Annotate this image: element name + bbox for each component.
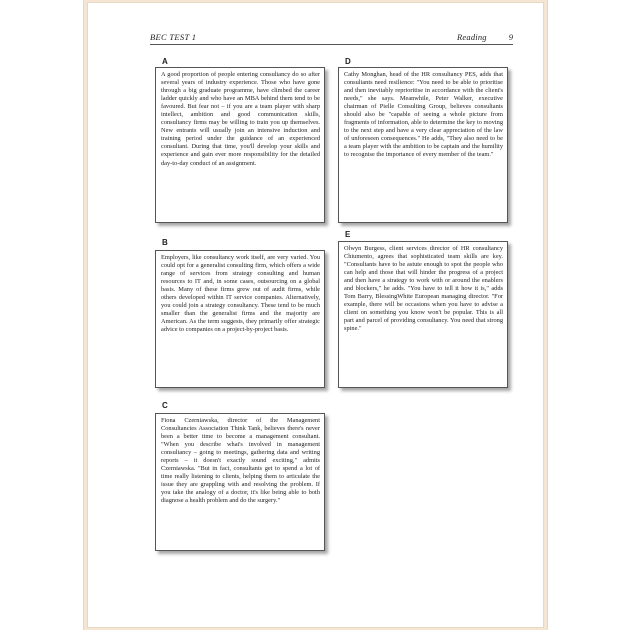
text-box-c: Fiona Czerniawska, director of the Management Consultancies Association Think Tank, believes there's never been a better time to become a management consultant. "When you describe what's involved in management consultancy – going to meetings, gathering data and writing reports – it doesn't exactly sound exciting," admits Czerniawska. "But in fact, consultants get to spend a lot of time really listening to clients, helping them to articulate the issue they are grappling with and resolving the problem. If you take the analogy of a doctor, it's like being able to both diagnose a health problem and do the surgery." xyxy=(155,413,325,551)
text-box-e: Olwyn Burgess, client services director of HR consultancy Chiumento, agrees that sophisticated team skills are key. "Consultants have to be astute enough to spot the people who can help and those that will hinder the progress of a project and then have a strategy to work with or around the enablers and blockers," he adds. "You have to tell it how it is," adds Tom Barry, BlessingWhite European managing director. "For example, there will be occasions when you have to advise a client on something you know won't be popular. This is all part and parcel of providing consultancy. You need that strong spine." xyxy=(338,241,508,388)
section-letter-b: B xyxy=(162,238,168,247)
book-page xyxy=(87,2,544,628)
text-box-b: Employers, like consultancy work itself, are very varied. You could opt for a generalist consulting firm, which offers a wide range of services from strategy consulting and human resources to IT and, in some cases, outsourcing on a global basis. Many of these firms grew out of audit firms, while others developed within IT service companies. Alternatively, you could join a strategy consultancy. These tend to be much smaller than the generalist firms and the majority are American. As the term suggests, they primarily offer strategic advice to companies on a project-by-project basis. xyxy=(155,250,325,388)
page-number: 9 xyxy=(508,32,513,42)
page-header xyxy=(150,32,513,45)
section-letter-d: D xyxy=(345,57,351,66)
section-letter-a: A xyxy=(162,57,168,66)
text-box-d: Cathy Monghan, head of the HR consultancy PES, adds that consultants need resilience: "You need to be able to prioritise and then inevitably reprioritise in accordance with the client's needs," she says. Meanwhile, Peter Walker, executive chairman of Pielle Consulting Group, believes consultants should also be "capable of seeing a whole picture from fragments of information, able to determine the key to moving to the next step and have a very clear appreciation of the law of unforeseen consequences." He adds, "They also need to be a team player with the ambition to be captain and the humility to recognise the importance of every member of the team." xyxy=(338,67,508,223)
test-title: BEC TEST 1 xyxy=(150,32,197,42)
section-letter-e: E xyxy=(345,230,351,239)
section-title: Reading xyxy=(457,32,487,42)
text-box-a: A good proportion of people entering consultancy do so after several years of industry experience. Those who have gone through a big graduate programme, have climbed the career ladder quickly and who have an MBA behind them tend to be favoured. But fear not – if you are a team player with sharp intellect, ambition and good communication skills, consultancy firms may be willing to train you up themselves. New entrants will usually join an intensive induction and training period under the guidance of an experienced consultant. During that time, you'll develop your skills and experience and gain ever more responsibility for the detailed day-to-day conduct of an assignment. xyxy=(155,67,325,223)
header-right xyxy=(457,32,513,42)
section-letter-c: C xyxy=(162,401,168,410)
